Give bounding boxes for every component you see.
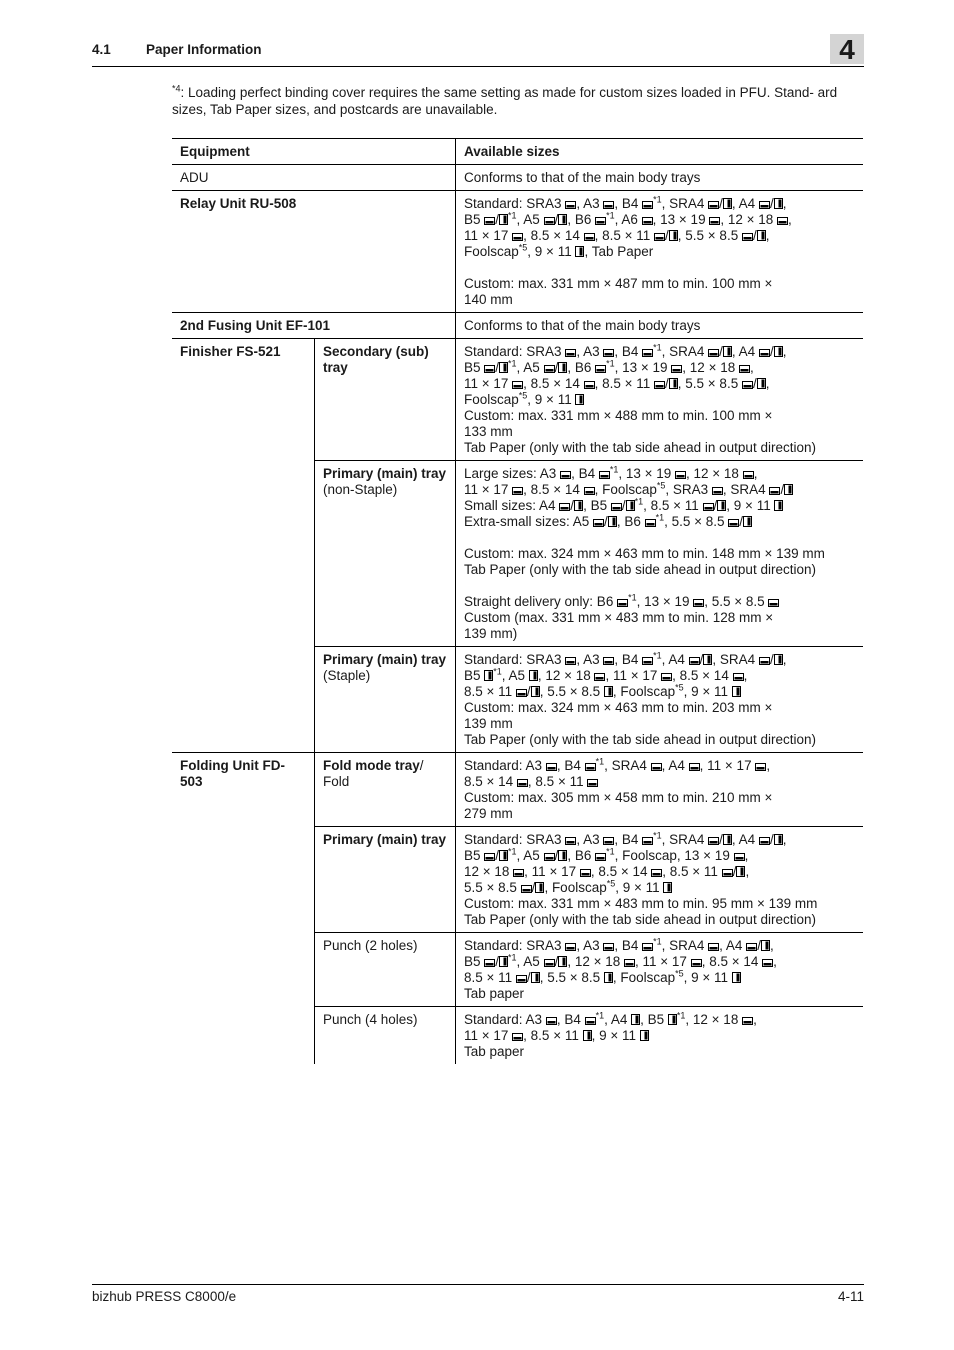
portrait-paper-icon bbox=[499, 956, 508, 967]
sizes-relay-unit bbox=[456, 191, 864, 313]
size-line: Standard: SRA3 , A3 , B4 $^{*1}$, SRA4 / , A4 / , bbox=[464, 342, 787, 359]
portrait-paper-icon bbox=[558, 362, 567, 373]
landscape-paper-icon bbox=[642, 348, 653, 357]
size-line: Standard: A3 , B4 $^{*1}$, A4 , B5 $^{*1}$, 12 × 18 , bbox=[464, 1010, 757, 1027]
portrait-paper-icon bbox=[631, 1014, 640, 1025]
landscape-paper-icon bbox=[709, 216, 720, 225]
table-header-row bbox=[172, 139, 863, 165]
landscape-paper-icon bbox=[565, 942, 576, 951]
sizes-folding-fold-mode bbox=[456, 753, 864, 827]
product-name: bizhub PRESS C8000/e bbox=[92, 1289, 237, 1304]
footnote-ref: *1 bbox=[653, 650, 662, 661]
section-number: 4.1 bbox=[92, 42, 111, 57]
portrait-paper-icon bbox=[529, 670, 538, 681]
landscape-paper-icon bbox=[645, 518, 656, 527]
landscape-paper-icon bbox=[584, 232, 595, 241]
size-line: Foolscap$^{*5}$, 9 × 11 , Tab Paper bbox=[464, 242, 654, 259]
footnote-ref: *1 bbox=[653, 342, 662, 353]
page-footer bbox=[92, 1284, 864, 1304]
sizes-folding-punch-2 bbox=[456, 933, 864, 1007]
landscape-paper-icon bbox=[691, 958, 702, 967]
footnote-text: : Loading perfect binding cover requires the same setting as made for custom sizes loaded in PFU. Stand- ard sizes, Tab Paper sizes, and postcards are unavailable. bbox=[172, 85, 838, 117]
size-line: Straight delivery only: B6 $^{*1}$, 13 × 19 , 5.5 × 8.5 bbox=[464, 594, 855, 610]
portrait-paper-icon bbox=[604, 686, 613, 697]
size-line: Custom: max. 331 mm × 487 mm to min. 100 mm × bbox=[464, 276, 773, 291]
size-line: Custom: max. 305 mm × 458 mm to min. 210 mm × bbox=[464, 790, 773, 805]
landscape-paper-icon bbox=[544, 364, 555, 373]
footnote-ref: *1 bbox=[606, 210, 615, 221]
landscape-paper-icon bbox=[703, 502, 714, 511]
portrait-paper-icon bbox=[732, 686, 741, 697]
portrait-paper-icon bbox=[535, 882, 544, 893]
landscape-paper-icon bbox=[512, 380, 523, 389]
landscape-paper-icon bbox=[584, 486, 595, 495]
size-line: 133 mm bbox=[464, 424, 513, 439]
landscape-paper-icon bbox=[595, 216, 606, 225]
folding-primary-tray: Primary (main) tray bbox=[315, 827, 456, 933]
chapter-number: 4 bbox=[830, 34, 864, 64]
landscape-paper-icon bbox=[708, 836, 719, 845]
equipment-fusing-unit: 2nd Fusing Unit EF-101 bbox=[172, 313, 456, 339]
landscape-paper-icon bbox=[642, 656, 653, 665]
footnote-ref: *1 bbox=[653, 194, 662, 205]
table-row bbox=[172, 165, 863, 191]
landscape-paper-icon bbox=[642, 942, 653, 951]
size-line: Tab Paper (only with the tab side ahead in output direction) bbox=[464, 732, 816, 747]
footnote-ref: *1 bbox=[595, 1010, 605, 1021]
size-line: Custom: max. 324 mm × 463 mm to min. 148 mm × 139 mm bbox=[464, 546, 825, 561]
portrait-paper-icon bbox=[774, 198, 783, 209]
size-line: 140 mm bbox=[464, 292, 513, 307]
portrait-paper-icon bbox=[499, 362, 508, 373]
landscape-paper-icon bbox=[651, 762, 662, 771]
landscape-paper-icon bbox=[611, 502, 622, 511]
portrait-paper-icon bbox=[608, 516, 617, 527]
landscape-paper-icon bbox=[708, 200, 719, 209]
landscape-paper-icon bbox=[671, 364, 682, 373]
footnote-ref: *5 bbox=[518, 242, 528, 253]
size-line: Tab Paper (only with the tab side ahead in output direction) bbox=[464, 912, 816, 927]
landscape-paper-icon bbox=[560, 470, 571, 479]
landscape-paper-icon bbox=[484, 216, 495, 225]
landscape-paper-icon bbox=[513, 868, 524, 877]
size-line: Standard: SRA3 , A3 , B4 $^{*1}$, SRA4 , A4 / , bbox=[464, 936, 774, 953]
landscape-paper-icon bbox=[546, 1016, 557, 1025]
portrait-paper-icon bbox=[717, 500, 726, 511]
landscape-paper-icon bbox=[651, 868, 662, 877]
landscape-paper-icon bbox=[585, 762, 596, 771]
landscape-paper-icon bbox=[742, 380, 753, 389]
landscape-paper-icon bbox=[587, 778, 598, 787]
footnote-ref: *5 bbox=[606, 878, 616, 889]
landscape-paper-icon bbox=[734, 852, 745, 861]
portrait-paper-icon bbox=[774, 346, 783, 357]
equipment-finisher: Finisher FS-521 bbox=[172, 339, 315, 753]
portrait-paper-icon bbox=[774, 654, 783, 665]
landscape-paper-icon bbox=[739, 364, 750, 373]
footnote-ref: *1 bbox=[655, 512, 665, 523]
footnote-ref: *1 bbox=[606, 358, 615, 369]
portrait-paper-icon bbox=[575, 394, 584, 405]
landscape-paper-icon bbox=[759, 836, 770, 845]
landscape-paper-icon bbox=[708, 942, 719, 951]
landscape-paper-icon bbox=[559, 502, 570, 511]
landscape-paper-icon bbox=[484, 958, 495, 967]
portrait-paper-icon bbox=[669, 230, 678, 241]
footnote-marker: *4 bbox=[172, 83, 181, 94]
portrait-paper-icon bbox=[669, 378, 678, 389]
portrait-paper-icon bbox=[499, 850, 508, 861]
page-header bbox=[92, 34, 864, 67]
landscape-paper-icon bbox=[565, 656, 576, 665]
portrait-paper-icon bbox=[761, 940, 770, 951]
portrait-paper-icon bbox=[732, 972, 741, 983]
size-line: Tab paper bbox=[464, 1044, 525, 1059]
landscape-paper-icon bbox=[728, 518, 739, 527]
size-line: Custom: max. 331 mm × 488 mm to min. 100 mm × bbox=[464, 408, 773, 423]
portrait-paper-icon bbox=[668, 1014, 677, 1025]
portrait-paper-icon bbox=[558, 850, 567, 861]
size-line: 139 mm) bbox=[464, 626, 518, 641]
footnote-ref: *1 bbox=[493, 666, 502, 677]
landscape-paper-icon bbox=[642, 200, 653, 209]
sizes-adu: Conforms to that of the main body trays bbox=[464, 170, 701, 185]
landscape-paper-icon bbox=[603, 656, 614, 665]
landscape-paper-icon bbox=[595, 852, 606, 861]
sizes-folding-punch-4 bbox=[456, 1007, 864, 1065]
table-row bbox=[172, 191, 863, 313]
size-line: Extra-small sizes: A5 / , B6 $^{*1}$, 5.5 × 8.5 / bbox=[464, 514, 855, 530]
landscape-paper-icon bbox=[654, 380, 665, 389]
available-sizes-table bbox=[172, 138, 863, 1064]
landscape-paper-icon bbox=[484, 364, 495, 373]
landscape-paper-icon bbox=[777, 216, 788, 225]
sizes-finisher-primary-staple bbox=[456, 647, 864, 753]
portrait-paper-icon bbox=[703, 654, 712, 665]
landscape-paper-icon bbox=[768, 598, 779, 607]
landscape-paper-icon bbox=[565, 200, 576, 209]
landscape-paper-icon bbox=[661, 672, 672, 681]
size-line: 8.5 × 14 , 8.5 × 11 bbox=[464, 774, 855, 790]
landscape-paper-icon bbox=[521, 884, 532, 893]
size-line: Standard: A3 , B4 $^{*1}$, SRA4 , A4 , 11 × 17 , bbox=[464, 756, 771, 773]
footnote-ref: *1 bbox=[595, 756, 605, 767]
size-line: 11 × 17 , 8.5 × 14 , Foolscap$^{*5}$, SRA3 , SRA4 / bbox=[464, 482, 855, 498]
landscape-paper-icon bbox=[743, 470, 754, 479]
landscape-paper-icon bbox=[759, 200, 770, 209]
landscape-paper-icon bbox=[769, 486, 780, 495]
size-line: Tab Paper (only with the tab side ahead in output direction) bbox=[464, 440, 816, 455]
sizes-finisher-primary-nonstaple bbox=[456, 461, 864, 647]
landscape-paper-icon bbox=[603, 836, 614, 845]
landscape-paper-icon bbox=[544, 958, 555, 967]
size-line: 11 × 17 , 8.5 × 14 , 8.5 × 11 / , 5.5 × 8.5 / , bbox=[464, 376, 770, 391]
landscape-paper-icon bbox=[516, 974, 527, 983]
size-line: Custom: max. 324 mm × 463 mm to min. 203 mm × bbox=[464, 700, 773, 715]
landscape-paper-icon bbox=[512, 1032, 523, 1041]
size-line: B5 $^{*1}$, A5 , 12 × 18 , 11 × 17 , 8.5 × 14 , bbox=[464, 666, 748, 683]
footnote-ref: *5 bbox=[675, 682, 684, 693]
landscape-paper-icon bbox=[642, 216, 653, 225]
landscape-paper-icon bbox=[594, 672, 605, 681]
footnote-ref: *1 bbox=[653, 830, 662, 841]
landscape-paper-icon bbox=[675, 470, 686, 479]
folding-punch-2-holes: Punch (2 holes) bbox=[315, 933, 456, 1007]
landscape-paper-icon bbox=[603, 942, 614, 951]
table-row bbox=[172, 753, 863, 827]
portrait-paper-icon bbox=[723, 198, 732, 209]
size-line: Standard: SRA3 , A3 , B4 $^{*1}$, A4 / , SRA4 / , bbox=[464, 650, 787, 667]
size-line: Small sizes: A4 / , B5 / $^{*1}$, 8.5 × 11 / , 9 × 11 bbox=[464, 498, 855, 514]
landscape-paper-icon bbox=[544, 852, 555, 861]
header-equipment: Equipment bbox=[172, 139, 456, 165]
finisher-secondary-label: Secondary (sub) tray bbox=[323, 344, 429, 375]
landscape-paper-icon bbox=[689, 762, 700, 771]
landscape-paper-icon bbox=[603, 200, 614, 209]
landscape-paper-icon bbox=[759, 656, 770, 665]
size-line: 279 mm bbox=[464, 806, 513, 821]
landscape-paper-icon bbox=[654, 232, 665, 241]
landscape-paper-icon bbox=[565, 836, 576, 845]
landscape-paper-icon bbox=[742, 1016, 753, 1025]
footnote-ref: *1 bbox=[634, 496, 644, 507]
footnote-ref: *1 bbox=[508, 846, 517, 857]
landscape-paper-icon bbox=[585, 1016, 596, 1025]
portrait-paper-icon bbox=[575, 246, 584, 257]
landscape-paper-icon bbox=[484, 852, 495, 861]
size-line: 8.5 × 11 / , 5.5 × 8.5 , Foolscap$^{*5}$, 9 × 11 bbox=[464, 970, 855, 986]
footnote-ref: *1 bbox=[609, 464, 619, 475]
landscape-paper-icon bbox=[595, 364, 606, 373]
portrait-paper-icon bbox=[743, 516, 752, 527]
header-available-sizes: Available sizes bbox=[464, 144, 560, 159]
size-line: B5 / $^{*1}$, A5 / , B6 $^{*1}$, A6 , 13 × 19 , 12 × 18 , bbox=[464, 210, 792, 227]
landscape-paper-icon bbox=[733, 672, 744, 681]
landscape-paper-icon bbox=[512, 232, 523, 241]
portrait-paper-icon bbox=[774, 834, 783, 845]
sizes-folding-primary bbox=[456, 827, 864, 933]
portrait-paper-icon bbox=[774, 500, 783, 511]
portrait-paper-icon bbox=[626, 500, 635, 511]
footnote-4 bbox=[172, 84, 864, 118]
finisher-primary-nonstaple: Primary (main) tray (non-Staple) bbox=[315, 461, 456, 647]
size-line: Tab paper bbox=[464, 986, 525, 1001]
footnote-ref: *5 bbox=[675, 968, 684, 979]
portrait-paper-icon bbox=[583, 1030, 592, 1041]
sizes-fusing-unit: Conforms to that of the main body trays bbox=[464, 318, 701, 333]
landscape-paper-icon bbox=[544, 216, 555, 225]
size-line: 12 × 18 , 11 × 17 , 8.5 × 14 , 8.5 × 11 / , bbox=[464, 864, 750, 879]
portrait-paper-icon bbox=[784, 484, 793, 495]
landscape-paper-icon bbox=[712, 486, 723, 495]
size-line: Custom: max. 331 mm × 483 mm to min. 95 mm × 139 mm bbox=[464, 896, 818, 911]
footnote-ref: *1 bbox=[508, 952, 517, 963]
portrait-paper-icon bbox=[558, 214, 567, 225]
portrait-paper-icon bbox=[531, 972, 540, 983]
folding-punch-4-holes: Punch (4 holes) bbox=[315, 1007, 456, 1065]
landscape-paper-icon bbox=[546, 762, 557, 771]
portrait-paper-icon bbox=[723, 834, 732, 845]
landscape-paper-icon bbox=[599, 470, 610, 479]
landscape-paper-icon bbox=[512, 486, 523, 495]
size-line: B5 / $^{*1}$, A5 / , 12 × 18 , 11 × 17 , 8.5 × 14 , bbox=[464, 952, 777, 969]
landscape-paper-icon bbox=[516, 688, 527, 697]
table-row bbox=[172, 313, 863, 339]
landscape-paper-icon bbox=[642, 836, 653, 845]
landscape-paper-icon bbox=[593, 518, 604, 527]
portrait-paper-icon bbox=[723, 346, 732, 357]
portrait-paper-icon bbox=[663, 882, 672, 893]
landscape-paper-icon bbox=[584, 380, 595, 389]
finisher-primary-staple: Primary (main) tray (Staple) bbox=[315, 647, 456, 753]
page-number: 4-11 bbox=[837, 1289, 864, 1304]
footnote-ref: *1 bbox=[508, 210, 517, 221]
footnote-ref: *5 bbox=[518, 390, 528, 401]
landscape-paper-icon bbox=[689, 656, 700, 665]
size-line: Standard: SRA3 , A3 , B4 $^{*1}$, SRA4 / , A4 / , bbox=[464, 194, 787, 211]
landscape-paper-icon bbox=[693, 598, 704, 607]
table-row bbox=[172, 339, 863, 461]
portrait-paper-icon bbox=[736, 866, 745, 877]
folding-fold-mode-tray: Fold mode tray/ Fold bbox=[315, 753, 456, 827]
portrait-paper-icon bbox=[574, 500, 583, 511]
portrait-paper-icon bbox=[484, 670, 493, 681]
finisher-secondary-tray bbox=[315, 339, 456, 461]
size-line: Standard: SRA3 , A3 , B4 $^{*1}$, SRA4 / , A4 / , bbox=[464, 830, 787, 847]
footnote-ref: *1 bbox=[676, 1010, 686, 1021]
size-line: B5 / $^{*1}$, A5 / , B6 $^{*1}$, 13 × 19 , 12 × 18 , bbox=[464, 358, 754, 375]
footnote-ref: *1 bbox=[606, 846, 615, 857]
landscape-paper-icon bbox=[565, 348, 576, 357]
portrait-paper-icon bbox=[757, 230, 766, 241]
footnote-ref: *1 bbox=[508, 358, 517, 369]
landscape-paper-icon bbox=[742, 232, 753, 241]
landscape-paper-icon bbox=[746, 942, 757, 951]
size-line: Tab Paper (only with the tab side ahead in output direction) bbox=[464, 562, 816, 577]
footnote-ref: *1 bbox=[653, 936, 662, 947]
size-line: Large sizes: A3 , B4 $^{*1}$, 13 × 19 , 12 × 18 , bbox=[464, 464, 758, 481]
landscape-paper-icon bbox=[580, 868, 591, 877]
equipment-relay-unit: Relay Unit RU-508 bbox=[172, 191, 456, 313]
portrait-paper-icon bbox=[558, 956, 567, 967]
landscape-paper-icon bbox=[759, 348, 770, 357]
landscape-paper-icon bbox=[762, 958, 773, 967]
size-line: 8.5 × 11 / , 5.5 × 8.5 , Foolscap$^{*5}$, 9 × 11 bbox=[464, 684, 855, 700]
portrait-paper-icon bbox=[604, 972, 613, 983]
footnote-ref: *5 bbox=[656, 480, 666, 491]
landscape-paper-icon bbox=[617, 598, 628, 607]
equipment-adu: ADU bbox=[172, 165, 456, 191]
size-line: B5 / $^{*1}$, A5 / , B6 $^{*1}$, Foolscap, 13 × 19 , bbox=[464, 846, 749, 863]
size-line: Custom (max. 331 mm × 483 mm to min. 128 mm × bbox=[464, 610, 774, 625]
landscape-paper-icon bbox=[603, 348, 614, 357]
landscape-paper-icon bbox=[517, 778, 528, 787]
size-line: Foolscap$^{*5}$, 9 × 11 bbox=[464, 392, 855, 408]
sizes-finisher-secondary bbox=[456, 339, 864, 461]
equipment-folding-unit: Folding Unit FD-503 bbox=[172, 753, 315, 1065]
size-line: 11 × 17 , 8.5 × 14 , 8.5 × 11 / , 5.5 × 8.5 / , bbox=[464, 228, 770, 243]
landscape-paper-icon bbox=[722, 868, 733, 877]
size-line: 11 × 17 , 8.5 × 11 , 9 × 11 bbox=[464, 1028, 855, 1044]
size-line: 5.5 × 8.5 / , Foolscap$^{*5}$, 9 × 11 bbox=[464, 880, 855, 896]
section-title: Paper Information bbox=[146, 42, 262, 57]
portrait-paper-icon bbox=[531, 686, 540, 697]
landscape-paper-icon bbox=[708, 348, 719, 357]
portrait-paper-icon bbox=[499, 214, 508, 225]
footnote-ref: *1 bbox=[628, 592, 637, 603]
landscape-paper-icon bbox=[624, 958, 635, 967]
size-line: 139 mm bbox=[464, 716, 513, 731]
portrait-paper-icon bbox=[757, 378, 766, 389]
landscape-paper-icon bbox=[755, 762, 766, 771]
portrait-paper-icon bbox=[640, 1030, 649, 1041]
